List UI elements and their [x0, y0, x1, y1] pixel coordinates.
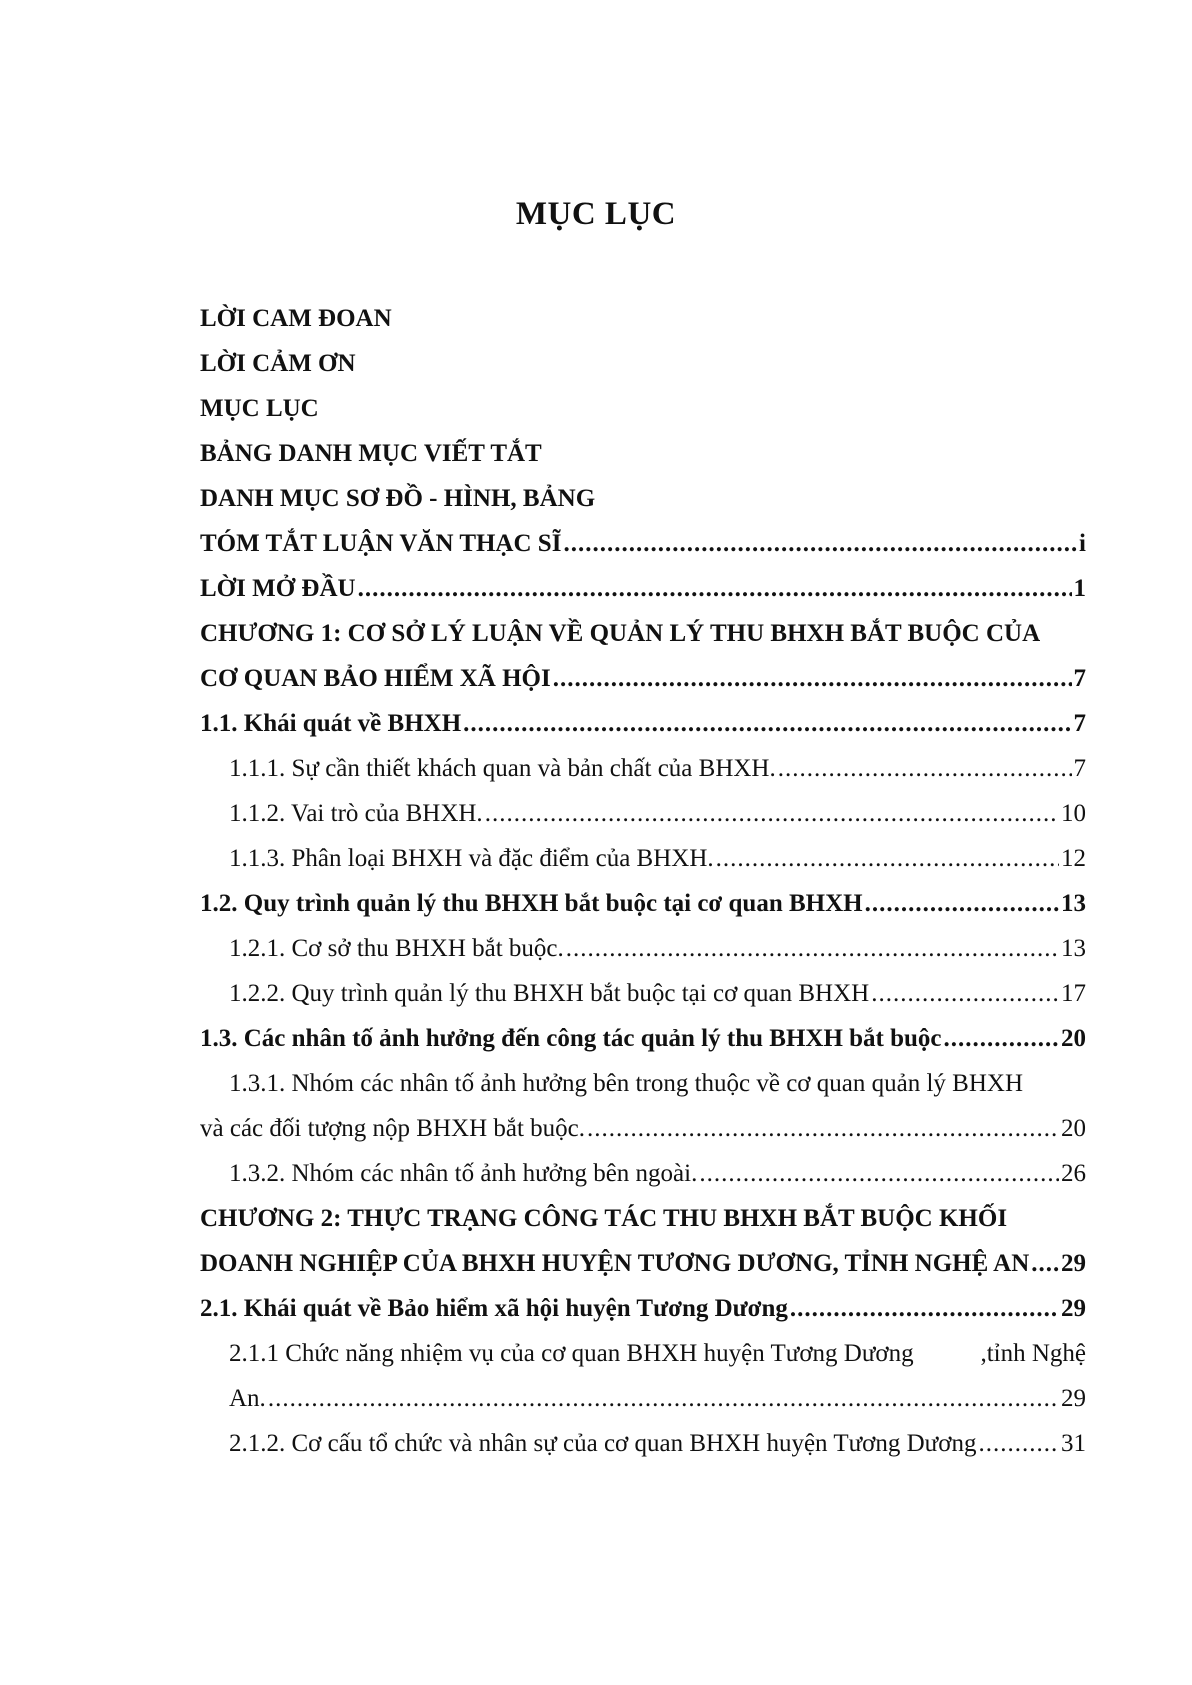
toc-entry-text: 1.1.2. Vai trò của BHXH. [229, 799, 483, 827]
dot-leader [563, 530, 1077, 558]
toc-entry-text: 2.1.2. Cơ cấu tổ chức và nhân sự của cơ quan BHXH huyện Tương Dương [229, 1429, 977, 1457]
dot-leader [485, 800, 1059, 828]
toc-page-number: 13 [1061, 889, 1086, 917]
toc-entry-muc-luc [200, 386, 1086, 431]
toc-entry-1-3 [200, 1016, 1086, 1061]
toc-entry-text: An. [229, 1384, 266, 1412]
toc-entry-loi-mo-dau [200, 566, 1086, 611]
toc-entry-text: 1.3.1. Nhóm các nhân tố ảnh hưởng bên trong thuộc về cơ quan quản lý BHXH [229, 1069, 1023, 1097]
dot-leader [716, 845, 1059, 873]
toc-entry-danh-muc-so-do [200, 476, 1086, 521]
toc-entry-2-1-2 [200, 1421, 1086, 1466]
toc-page-number: 17 [1061, 979, 1086, 1007]
toc-entry-2-1 [200, 1286, 1086, 1331]
toc-page-number: 31 [1061, 1429, 1086, 1457]
toc-entry-1-2 [200, 881, 1086, 926]
dot-leader [463, 710, 1071, 738]
toc-entry-text: MỤC LỤC [200, 394, 319, 422]
dot-leader [566, 935, 1059, 963]
toc-page-number: 13 [1061, 934, 1086, 962]
toc-entry-text: DOANH NGHIỆP CỦA BHXH HUYỆN TƯƠNG DƯƠNG, TỈNH NGHỆ AN [200, 1249, 1030, 1277]
dot-leader [778, 755, 1072, 783]
toc-page-number: 7 [1073, 709, 1086, 737]
toc-entry-chuong-1-cont [200, 656, 1086, 701]
toc-entry-text: 1.1. Khái quát về BHXH [200, 709, 462, 737]
toc-entry-text: 2.1. Khái quát về Bảo hiểm xã hội huyện Tương Dương [200, 1294, 788, 1322]
toc-entry-text: CHƯƠNG 1: CƠ SỞ LÝ LUẬN VỀ QUẢN LÝ THU BHXH BẮT BUỘC CỦA [200, 619, 1041, 647]
toc-entry-1-1-3 [200, 836, 1086, 881]
toc-entry-1-3-1-cont [200, 1106, 1086, 1151]
toc-entry-text: LỜI CẢM ƠN [200, 349, 356, 377]
toc-page-number: i [1079, 529, 1086, 557]
toc-entry-text: 1.3.2. Nhóm các nhân tố ảnh hưởng bên ngoài. [229, 1159, 698, 1187]
toc-entry-text: và các đối tượng nộp BHXH bắt buộc. [200, 1114, 586, 1142]
toc-entry-loi-cam-on [200, 341, 1086, 386]
toc-entry-text: TÓM TẮT LUẬN VĂN THẠC SĨ [200, 529, 562, 557]
dot-leader [1031, 1250, 1059, 1278]
dot-leader [790, 1295, 1059, 1323]
toc-page-number: 10 [1061, 799, 1086, 827]
toc-entry-text-tail: ,tỉnh Nghệ [980, 1339, 1086, 1367]
dot-leader [553, 665, 1072, 693]
toc-entry-2-1-1 [200, 1331, 1086, 1376]
dot-leader [944, 1025, 1059, 1053]
toc-entry-1-3-2 [200, 1151, 1086, 1196]
toc-entry-1-3-1 [200, 1061, 1086, 1106]
toc-page-number: 20 [1061, 1024, 1086, 1052]
toc-page-number: 7 [1073, 664, 1086, 692]
toc-entry-chuong-2 [200, 1196, 1086, 1241]
toc-entry-text: CƠ QUAN BẢO HIỂM XÃ HỘI [200, 664, 551, 692]
dot-leader [358, 575, 1072, 603]
toc-page-number: 1 [1073, 574, 1086, 602]
toc-page-number: 29 [1061, 1384, 1086, 1412]
toc-page-number: 12 [1061, 844, 1086, 872]
toc-entry-text: 1.2.1. Cơ sở thu BHXH bắt buộc. [229, 934, 564, 962]
toc-entry-chuong-2-cont [200, 1241, 1086, 1286]
toc-entry-text: 1.3. Các nhân tố ảnh hưởng đến công tác quản lý thu BHXH bắt buộc [200, 1024, 942, 1052]
dot-leader [587, 1115, 1059, 1143]
toc-entry-1-2-2 [200, 971, 1086, 1016]
toc-entry-1-1-1 [200, 746, 1086, 791]
toc-entry-chuong-1 [200, 611, 1086, 656]
toc-entry-text: LỜI CAM ĐOAN [200, 304, 392, 332]
toc-entry-bang-danh-muc-viet-tat [200, 431, 1086, 476]
toc-entry-text: 2.1.1 Chức năng nhiệm vụ của cơ quan BHXH huyện Tương Dương [229, 1339, 914, 1367]
toc-entry-loi-cam-doan [200, 296, 1086, 341]
toc-entry-1-1-2 [200, 791, 1086, 836]
dot-leader [268, 1385, 1059, 1413]
toc-entry-text: 1.1.1. Sự cần thiết khách quan và bản chất của BHXH. [229, 754, 776, 782]
table-of-contents [200, 296, 1086, 1466]
toc-page-number: 7 [1073, 754, 1086, 782]
toc-entry-1-1 [200, 701, 1086, 746]
toc-entry-tom-tat [200, 521, 1086, 566]
toc-entry-text: BẢNG DANH MỤC VIẾT TẮT [200, 439, 542, 467]
toc-entry-1-2-1 [200, 926, 1086, 971]
toc-entry-text: DANH MỤC SƠ ĐỒ - HÌNH, BẢNG [200, 484, 596, 512]
toc-entry-text: 1.2.2. Quy trình quản lý thu BHXH bắt buộc tại cơ quan BHXH [229, 979, 870, 1007]
toc-entry-text: 1.2. Quy trình quản lý thu BHXH bắt buộc tại cơ quan BHXH [200, 889, 863, 917]
toc-page-number: 20 [1061, 1114, 1086, 1142]
toc-entry-2-1-1-cont [200, 1376, 1086, 1421]
dot-leader [699, 1160, 1059, 1188]
dot-leader [871, 980, 1059, 1008]
toc-entry-text: LỜI MỞ ĐẦU [200, 574, 356, 602]
toc-entry-text: CHƯƠNG 2: THỰC TRẠNG CÔNG TÁC THU BHXH BẮT BUỘC KHỐI [200, 1204, 1008, 1232]
toc-entry-text: 1.1.3. Phân loại BHXH và đặc điểm của BHXH. [229, 844, 714, 872]
dot-leader [865, 890, 1059, 918]
dot-leader [978, 1430, 1059, 1458]
toc-page-number: 29 [1061, 1294, 1086, 1322]
toc-page-number: 29 [1061, 1249, 1086, 1277]
page-title: MỤC LỤC [515, 196, 677, 232]
toc-page-number: 26 [1061, 1159, 1086, 1187]
